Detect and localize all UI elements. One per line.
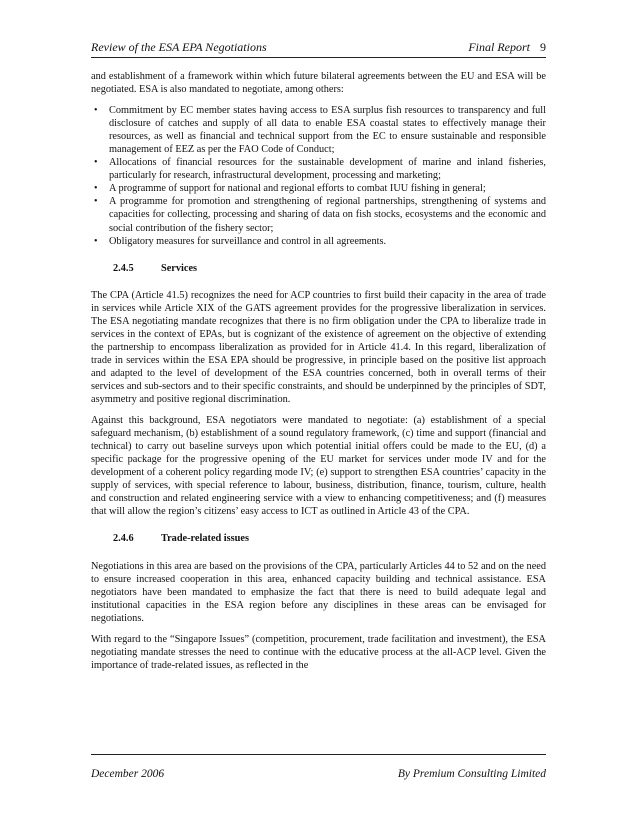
header-report-label: Final Report — [468, 40, 530, 54]
page-header — [91, 40, 546, 56]
bullet-icon: • — [94, 196, 98, 208]
page-body — [91, 70, 546, 680]
bullet-icon: • — [94, 183, 98, 195]
list-item-text: Obligatory measures for surveillance and control in all agreements. — [109, 235, 387, 247]
mandate-list — [91, 104, 546, 248]
list-item-text: Allocations of financial resources for the sustainable development of marine and inland fisheries, particularly for research, infrastructural development, processing and marketing; — [109, 157, 546, 182]
list-item — [91, 195, 546, 234]
section-heading-trade — [91, 532, 546, 545]
header-title: Review of the ESA EPA Negotiations — [91, 40, 267, 54]
bullet-icon: • — [94, 105, 98, 117]
list-item — [91, 235, 546, 248]
header-right — [468, 40, 546, 55]
trade-paragraph-2: With regard to the “Singapore Issues” (competition, procurement, trade facilitation and investment), the ESA negotiating mandate stresses the need to continue with the educative process at the all-ACP level. Given the importance of trade-related issues, as reflected in the — [91, 633, 546, 671]
footer-date: December 2006 — [91, 768, 165, 780]
footer-author: By Premium Consulting Limited — [397, 768, 546, 780]
section-number: 2.4.6 — [113, 533, 134, 545]
intro-paragraph: and establishment of a framework within which future bilateral agreements between the EU and ESA will be negotiated. ESA is also mandated to negotiate, among others: — [91, 71, 546, 96]
list-item-text: Commitment by EC member states having access to ESA surplus fish resources to transparency and full disclosure of catches and supply of all data to enable ESA coastal states to effectively manage their resources, as well as financial and technical support from the EC to ensure sustainable and responsible management of EEZ as per the FAO Code of Conduct; — [109, 105, 546, 156]
page-footer — [91, 768, 546, 784]
list-item — [91, 104, 546, 156]
bullet-icon: • — [94, 235, 98, 247]
header-rule — [91, 57, 546, 58]
section-title: Trade-related issues — [161, 533, 249, 545]
services-paragraph-2: Against this background, ESA negotiators were mandated to negotiate: (a) establishment of a special safeguard mechanism, (b) establishment of a sound regulatory framework, (c) time and support (financial and technical) to carry out baseline surveys upon which potential initial offers could be made to the EU, (d) a specific package for the progressive opening of the EU market for services under mode IV and for the development of a coherent policy regarding mode IV; (e) support to strengthen ESA countries’ capacity in the supply of services, with special reference to labour, business, distribution, finance, tourism, culture, health and construction and related engineering service with a view to enhancing competitiveness; and (f) measures that will allow the region’s citizens’ easy access to ICT as outlined in Article 43 of the CPA. — [91, 415, 546, 518]
section-heading-services — [91, 262, 546, 275]
list-item — [91, 156, 546, 182]
section-title: Services — [161, 262, 198, 274]
list-item-text: A programme for promotion and strengthening of regional partnerships, strengthening of systems and capacities for collecting, processing and sharing of data on fish stocks, ecosystems and the economic and social contribution of the fishery sector; — [109, 196, 546, 234]
list-item — [91, 182, 546, 195]
trade-paragraph-1: Negotiations in this area are based on the provisions of the CPA, particularly Articles 44 to 52 and on the need to ensure increased cooperation in this area, enhanced capacity building and technical assistance. ESA negotiators have been mandated to emphasize the fact that there is need to build adequate legal and institutional capacities in the ESA region before any disciplines in these areas can be envisaged for negotiations. — [91, 560, 546, 624]
footer-rule — [91, 754, 546, 755]
bullet-icon: • — [94, 157, 98, 169]
page-number: 9 — [540, 40, 546, 54]
list-item-text: A programme of support for national and regional efforts to combat IUU fishing in general; — [109, 183, 486, 195]
services-paragraph-1: The CPA (Article 41.5) recognizes the need for ACP countries to first build their capacity in the area of trade in services while Article XIX of the GATS agreement provides for the progressive liberalization in services. The ESA negotiating mandate recognizes that there is no firm obligation under the CPA to liberalize trade in services in the context of EPAs, but is cognizant of the existence of agreement on the objective of extending the partnership to encompass liberalization as provided for in Article 41.4. In this regard, liberalization of trade in services within the ESA EPA should be progressive, in principle based on the positive list approach and adapted to the level of development of the ESA countries concerned, both in overall terms of their services and sub-sectors and to their specific constraints, and should be underpinned by the principles of SDT, asymmetry and positive regional discrimination. — [91, 289, 546, 406]
section-number: 2.4.5 — [113, 262, 134, 274]
